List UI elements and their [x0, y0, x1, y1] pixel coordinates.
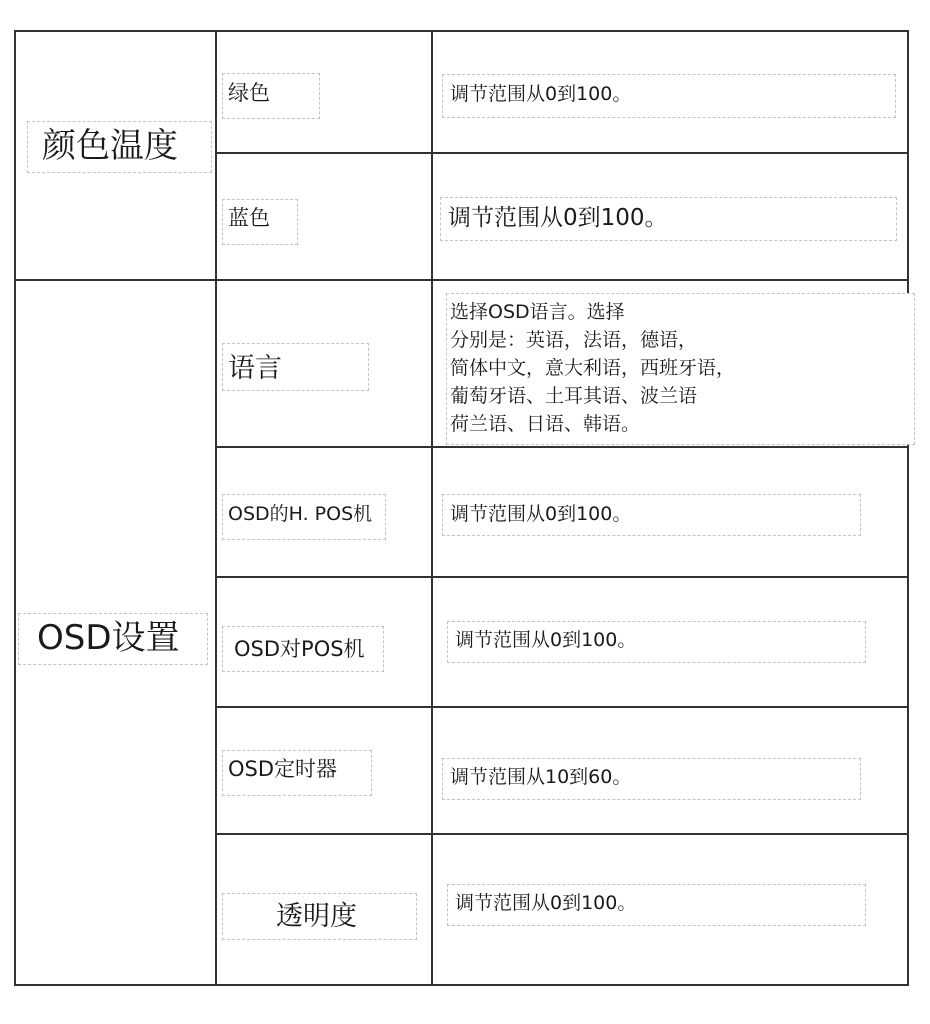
- row-divider: [215, 576, 909, 578]
- column-divider: [431, 30, 433, 986]
- setting-osd-v-pos: OSD对POS机: [234, 637, 365, 661]
- table-border-left: [14, 30, 16, 986]
- row-divider: [215, 152, 909, 154]
- description-osd-h-pos: 调节范围从0到100。: [450, 503, 632, 525]
- row-divider: [215, 833, 909, 835]
- column-divider: [215, 30, 217, 986]
- category-osd-settings: OSD设置: [37, 618, 180, 658]
- table-border-top: [14, 30, 909, 32]
- setting-transparency: 透明度: [276, 901, 357, 932]
- description-osd-v-pos: 调节范围从0到100。: [455, 629, 637, 651]
- description-language-line-2: 分别是：英语，法语，德语，: [450, 329, 698, 351]
- description-blue: 调节范围从0到100。: [448, 205, 668, 231]
- description-green: 调节范围从0到100。: [450, 83, 632, 105]
- setting-language: 语言: [228, 353, 282, 384]
- table-border-right: [907, 30, 909, 986]
- section-divider: [14, 279, 909, 281]
- description-language-line-3: 简体中文，意大利语，西班牙语，: [450, 357, 736, 379]
- setting-blue: 蓝色: [228, 206, 270, 230]
- row-divider: [215, 446, 909, 448]
- row-divider: [215, 706, 909, 708]
- description-osd-timer: 调节范围从10到60。: [450, 766, 632, 788]
- category-color-temperature: 颜色温度: [42, 126, 178, 166]
- description-language-line-1: 选择OSD语言。选择: [450, 301, 625, 323]
- setting-green: 绿色: [228, 81, 270, 105]
- description-language-line-5: 荷兰语、日语、韩语。: [450, 413, 641, 435]
- table-border-bottom: [14, 984, 909, 986]
- description-transparency: 调节范围从0到100。: [455, 892, 637, 914]
- description-language-line-4: 葡萄牙语、土耳其语、波兰语: [450, 385, 698, 407]
- setting-osd-timer: OSD定时器: [228, 757, 338, 781]
- setting-osd-h-pos: OSD的H. POS机: [228, 503, 373, 525]
